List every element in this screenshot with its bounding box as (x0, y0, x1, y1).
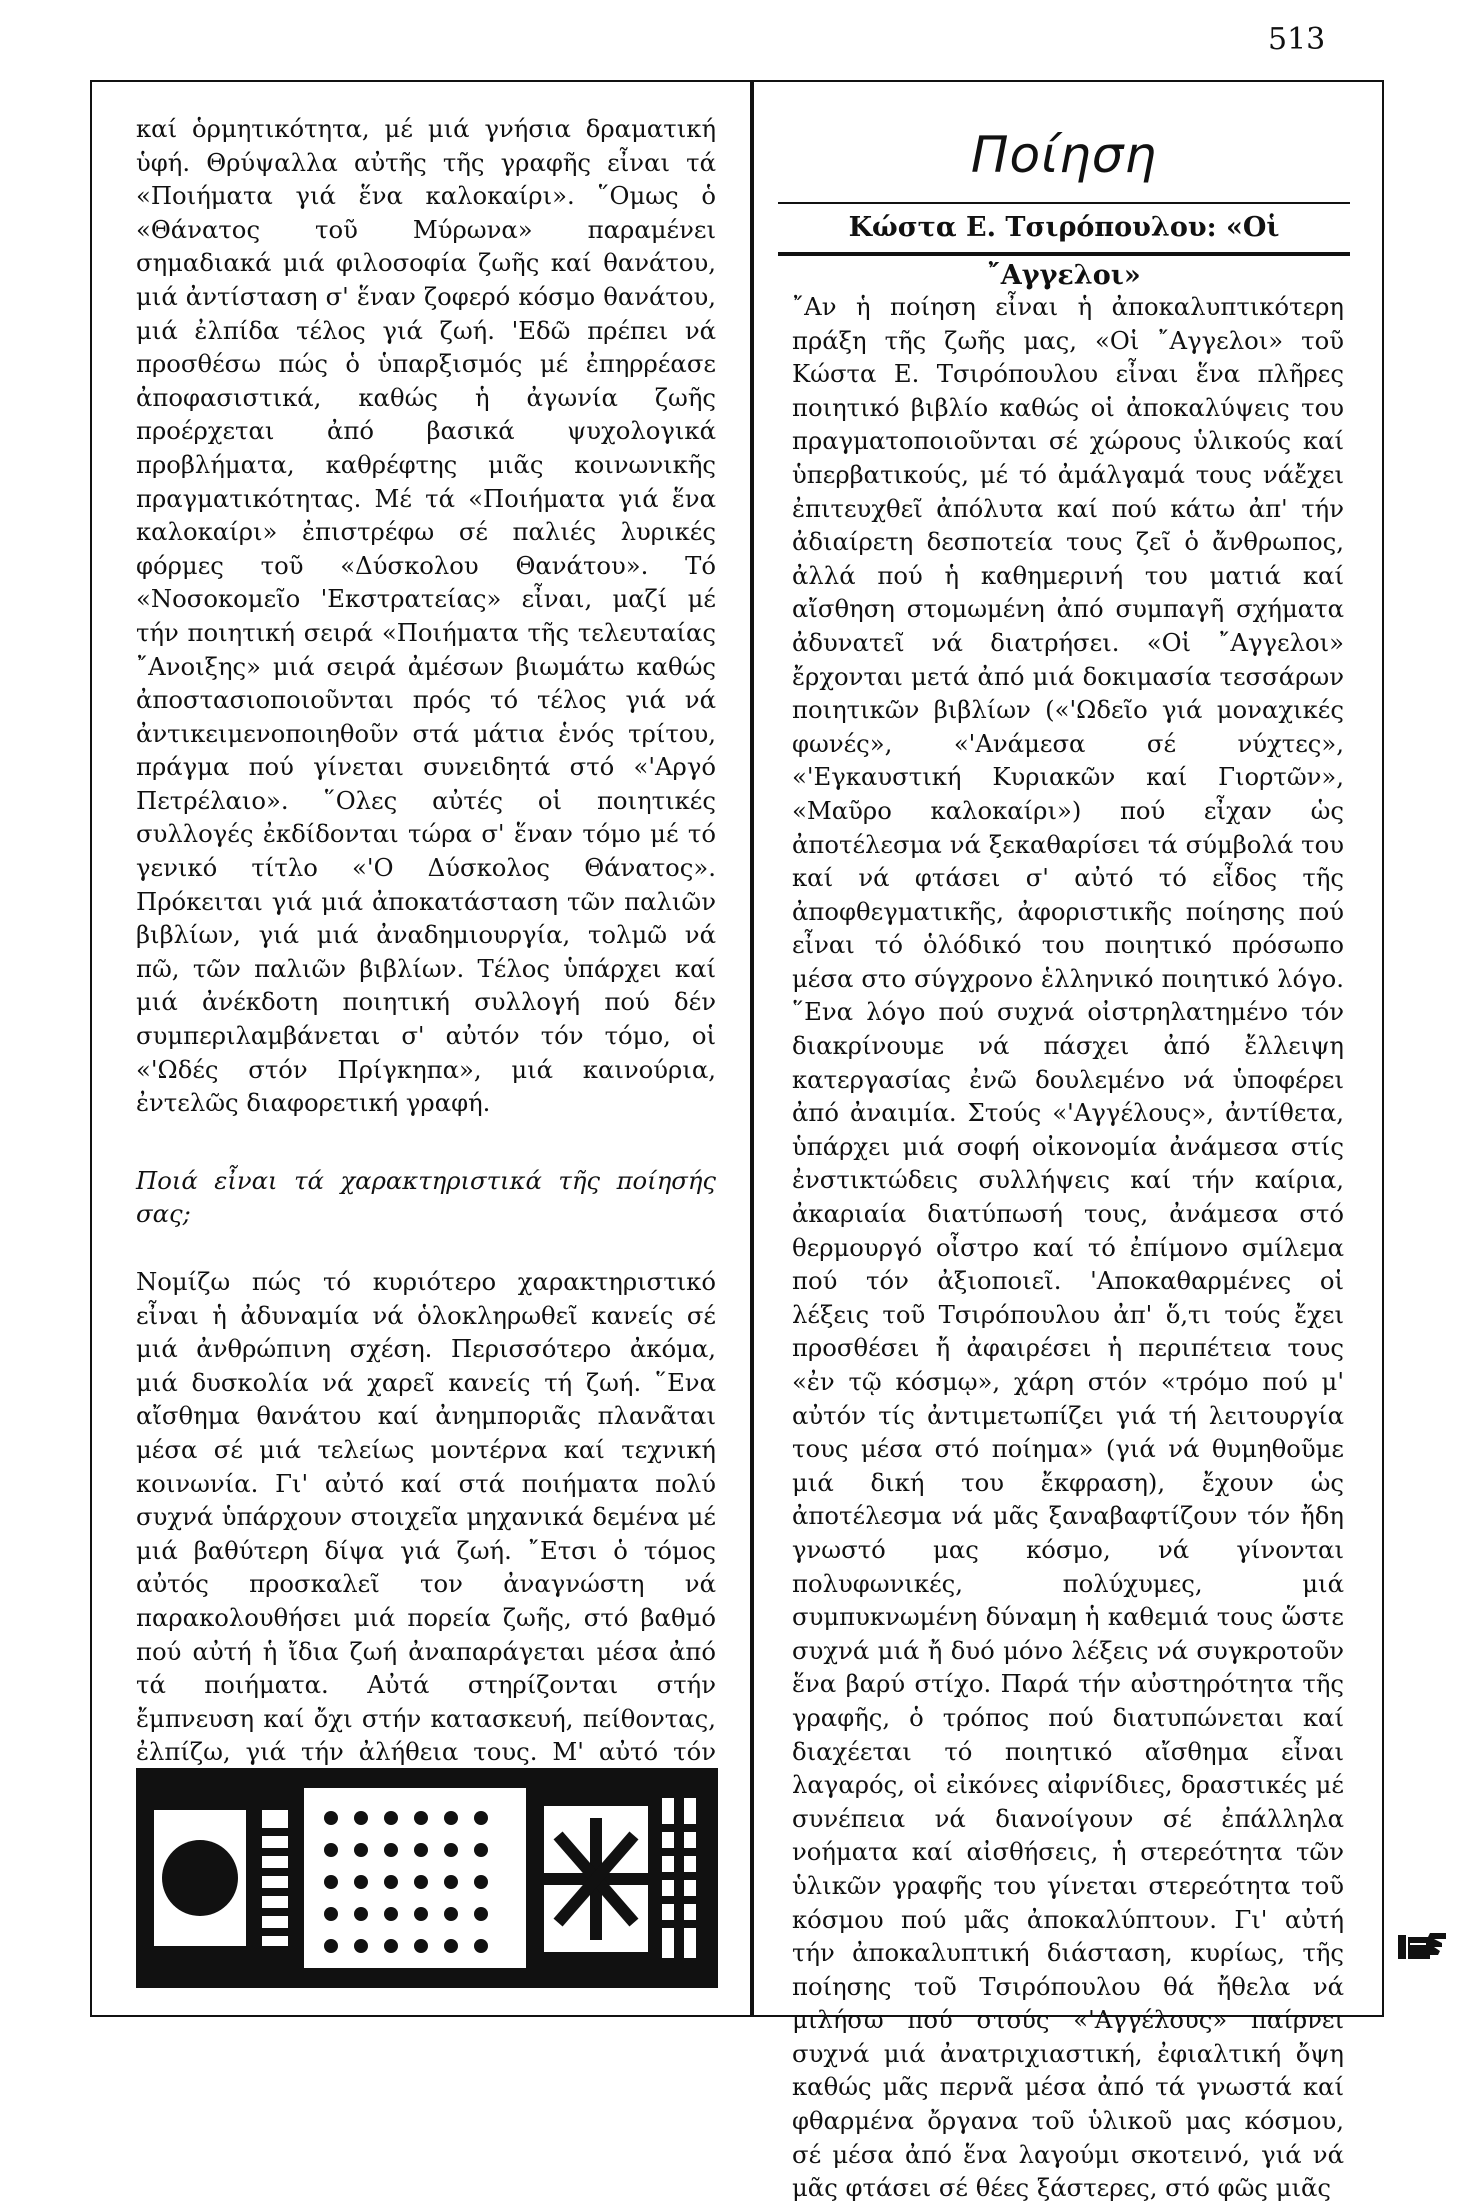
interview-answer-paragraph-2: Νομίζω πώς τό κυριότερο χαρακτηριστικό εἶναι ἡ ἀδυναμία νά ὁλοκληρωθεῖ κανείς σέ μιά ἀνθρώπινη σχέση. Περισσότερο ἀκόμα, μιά δυσκολία νά χαρεῖ κανείς τή ζωή. ῞Ενα αἴσθημα θανάτου καί ἀνημποριᾶς πλανᾶται μέσα σέ μιά τελείως μοντέρνα καί τεχνική κοινωνία. Γι' αὐτό καί στά ποιήματα πολύ συχνά ὑπάρχουν στοιχεῖα μηχανικά δεμένα μέ μιά βαθύτερη δίψα γιά ζωή. ῎Ετσι ὁ τόμος αὐτός προσκαλεῖ τον ἀναγνώστη νά παρακολουθήσει μιά πορεία ζωῆς, στό βαθμό πού αὐτή ἡ ἴδια ζωή ἀναπαράγεται μέσα ἀπό τά ποιήματα. Αὐτά στηρίζονται στήν ἔμπνευση καί ὄχι στήν κατασκευή, πείθοντας, ἐλπίζω, γιά τήν ἀλήθεια τους. Μ' αὐτό τόν (136, 1267, 716, 1767)
circle-motif-icon (162, 1840, 238, 1916)
article-title: Κώστα Ε. Τσιρόπουλου: «Οἱ ῎Αγγελοι» (848, 212, 1280, 291)
pointing-hand-icon (1396, 1925, 1450, 1965)
page-number: 513 (1268, 22, 1326, 57)
left-column (136, 112, 716, 1920)
asterisk-motif-icon (550, 1824, 642, 1934)
section-header (778, 112, 1350, 204)
right-column (778, 112, 1350, 2205)
column-divider (750, 80, 754, 2017)
decorative-ornament (136, 1768, 718, 1988)
article-header (778, 204, 1350, 291)
interview-answer-paragraph: καί ὁρμητικότητα, μέ μιά γνήσια δραματική ὑφή. Θρύψαλλα αὐτῆς τῆς γραφῆς εἶναι τά «Ποιήματα γιά ἕνα καλοκαίρι». ῞Ομως ὁ «Θάνατος τοῦ Μύρωνα» παραμένει σημαδιακά μιά φιλοσοφία ζωῆς καί θανάτου, μιά ἀντίσταση σ' ἕναν ζοφερό κόσμο θανάτου, μιά ἐλπίδα τέλος γιά ζωή. 'Εδῶ πρέπει νά προσθέσω πώς ὁ ὑπαρξισμός μέ ἐπηρρέασε ἀποφασιστικά, καθώς ἡ ἀγωνία ζωῆς προέρχεται ἀπό βασικά ψυχολογικά προβλήματα, καθρέφτης μιᾶς κοινωνικῆς πραγματικότητας. Μέ τά «Ποιήματα γιά ἕνα καλοκαίρι» ἐπιστρέφω σέ παλιές λυρικές φόρμες τοῦ «Δύσκολου Θανάτου». Τό «Νοσοκομεῖο 'Εκστρατείας» εἶναι, μαζί μέ τήν ποιητική σειρά «Ποιήματα τῆς τελευταίας ῎Ανοιξης» μιά σειρά ἀμέσων βιωμάτω καθώς ἀποστασιοποιοῦνται πρός τό τέλος γιά νά ἀντικειμενοποιηθοῦν στά μάτια ἑνός τρίτου, πράγμα πού γίνεται συνειδητά στό «'Αργό Πετρέλαιο». ῞Ολες αὐτές οἱ ποιητικές συλλογές ἐκδίδονται τώρα σ' ἕναν τόμο μέ τό γενικό τίτλο «'Ο Δύσκολος Θάνατος». Πρόκειται γιά μιά ἀποκατάσταση τῶν παλιῶν βιβλίων, γιά μιά ἀναδημιουργία, τολμῶ νά πῶ, τῶν παλιῶν βιβλίων. Τέλος ὑπάρχει καί μιά ἀνέκδοτη ποιητική συλλογή πού δέν συμπεριλαμβάνεται σ' αὐτόν τόν τόμο, οἱ «'Ωδές στόν Πρίγκηπα», μιά καινούρια, ἐντελῶς διαφορετική γραφή. (136, 114, 716, 1118)
review-paragraph: ῎Αν ἡ ποίηση εἶναι ἡ ἀποκαλυπτικότερη πράξη τῆς ζωῆς μας, «Οἱ ῎Αγγελοι» τοῦ Κώστα Ε. Τσιρόπουλου εἶναι ἕνα πλῆρες ποιητικό βιβλίο καθώς οἱ ἀποκαλύψεις του πραγματοποιοῦνται σέ χώρους ὑλικούς καί ὑπερβατικούς, μέ τό ἀμάλγαμά τους νάἔχει ἐπιτευχθεῖ ἀπόλυτα καί πού κάτω ἀπ' τήν ἀδιαίρετη δεσποτεία τους ζεῖ ὁ ἄνθρωπος, ἀλλά πού ἡ καθημερινή του ματιά καί αἴσθηση στομωμένη ἀπό συμπαγῆ σχήματα ἀδυνατεῖ νά διατρήσει. «Οἱ ῎Αγγελοι» ἔρχονται μετά ἀπό μιά δοκιμασία τεσσάρων ποιητικῶν βιβλίων («'Ωδεῖο γιά μοναχικές φωνές», «'Ανάμεσα σέ νύχτες», «'Εγκαυστική Κυριακῶν καί Γιορτῶν», «Μαῦρο καλοκαίρι») πού εἶχαν ὡς ἀποτέλεσμα νά ξεκαθαρίσει τά σύμβολά του καί νά φτάσει σ' αὐτό τό εἶδος τῆς ἀποφθεγματικῆς, ἀφοριστικῆς ποίησης πού εἶναι τό ὁλόδικό του ποιητικό πρόσωπο μέσα στο σύγχρονο ἑλληνικό ποιητικό λόγο. ῞Ενα λόγο πού συχνά οἰστρηλατημένο τόν διακρίνουμε νά πάσχει ἀπό ἔλλειψη κατεργασίας ἐνῶ δουλεμένο νά ὑποφέρει ἀπό ἀναιμία. Στούς «'Αγγέλους», ἀντίθετα, ὑπάρχει μιά σοφή οἰκονομία ἀνάμεσα στίς ἐνστικτώδεις συλλήψεις καί τήν καίρια, ἀκαριαία διατύπωσή τους, ἀνάμεσα στό θερμουργό οἶστρο καί τό ἐπίμονο σμίλεμα πού τόν ἀξιοποιεῖ. 'Αποκαθαρμένες οἱ λέξεις τοῦ Τσιρόπουλου ἀπ' ὅ,τι τούς ἔχει προσθέσει ἤ ἀφαιρέσει ἡ περιπέτεια τους «ἐν τῷ κόσμῳ», χάρη στόν «τρόμο πού μ' αὐτόν τίς ἀντιμετωπίζει γιά τή λειτουργία τους μέσα στό ποίημα» (γιά νά θυμηθοῦμε μιά δική του ἔκφραση), ἔχουν ὡς ἀποτέλεσμα νά μᾶς ξαναβαφτίζουν τόν ἤδη γνωστό μας κόσμο, νά γίνονται πολυφωνικές, πολύχυμες, μιά συμπυκνωμένη δύναμη ἡ καθεμιά τους ὥστε συχνά μιά ἤ δυό μόνο λέξεις νά συγκροτοῦν ἕνα βαρύ στίχο. Παρά τήν αὐστηρότητα τῆς γραφῆς, ὁ τρόπος πού διατυπώνεται καί διαχέεται τό ποιητικό αἴσθημα εἶναι λαγαρός, οἱ εἰκόνες αἰφνίδιες, δραστικές μέ συνέπεια νά διανοίγουν σέ ἐπάλληλα νοήματα καί αἰσθήσεις, ἡ στερεότητα τῶν ὑλικῶν γραφῆς του γίνεται στερεότητα τοῦ κόσμου πού μᾶς ἀποκαλύπτουν. Γι' αὐτή τήν ἀποκαλυπτική διάσταση, κυρίως, τῆς ποίησης τοῦ Τσιρόπουλου θά ἤθελα νά μιλήσω πού στούς «'Αγγέλους» παίρνει συχνά μιά ἀνατριχιαστική, ἐφιαλτική ὄψη καθώς μᾶς περνᾶ μέσα ἀπό τά γνωστά καί φθαρμένα ὄργανα τοῦ ὑλικοῦ μας κόσμου, σέ μέσα ἀπό ἕνα λαγούμι σκοτεινό, γιά νά μᾶς φτάσει σέ θέες ξάστερες, στό φῶς μιᾶς (792, 292, 1344, 2203)
interview-question: Ποιά εἶναι τά χαρακτηριστικά τῆς ποίησής σας; (136, 1165, 716, 1229)
section-title: Ποίηση (970, 126, 1158, 184)
review-body (778, 290, 1350, 2205)
